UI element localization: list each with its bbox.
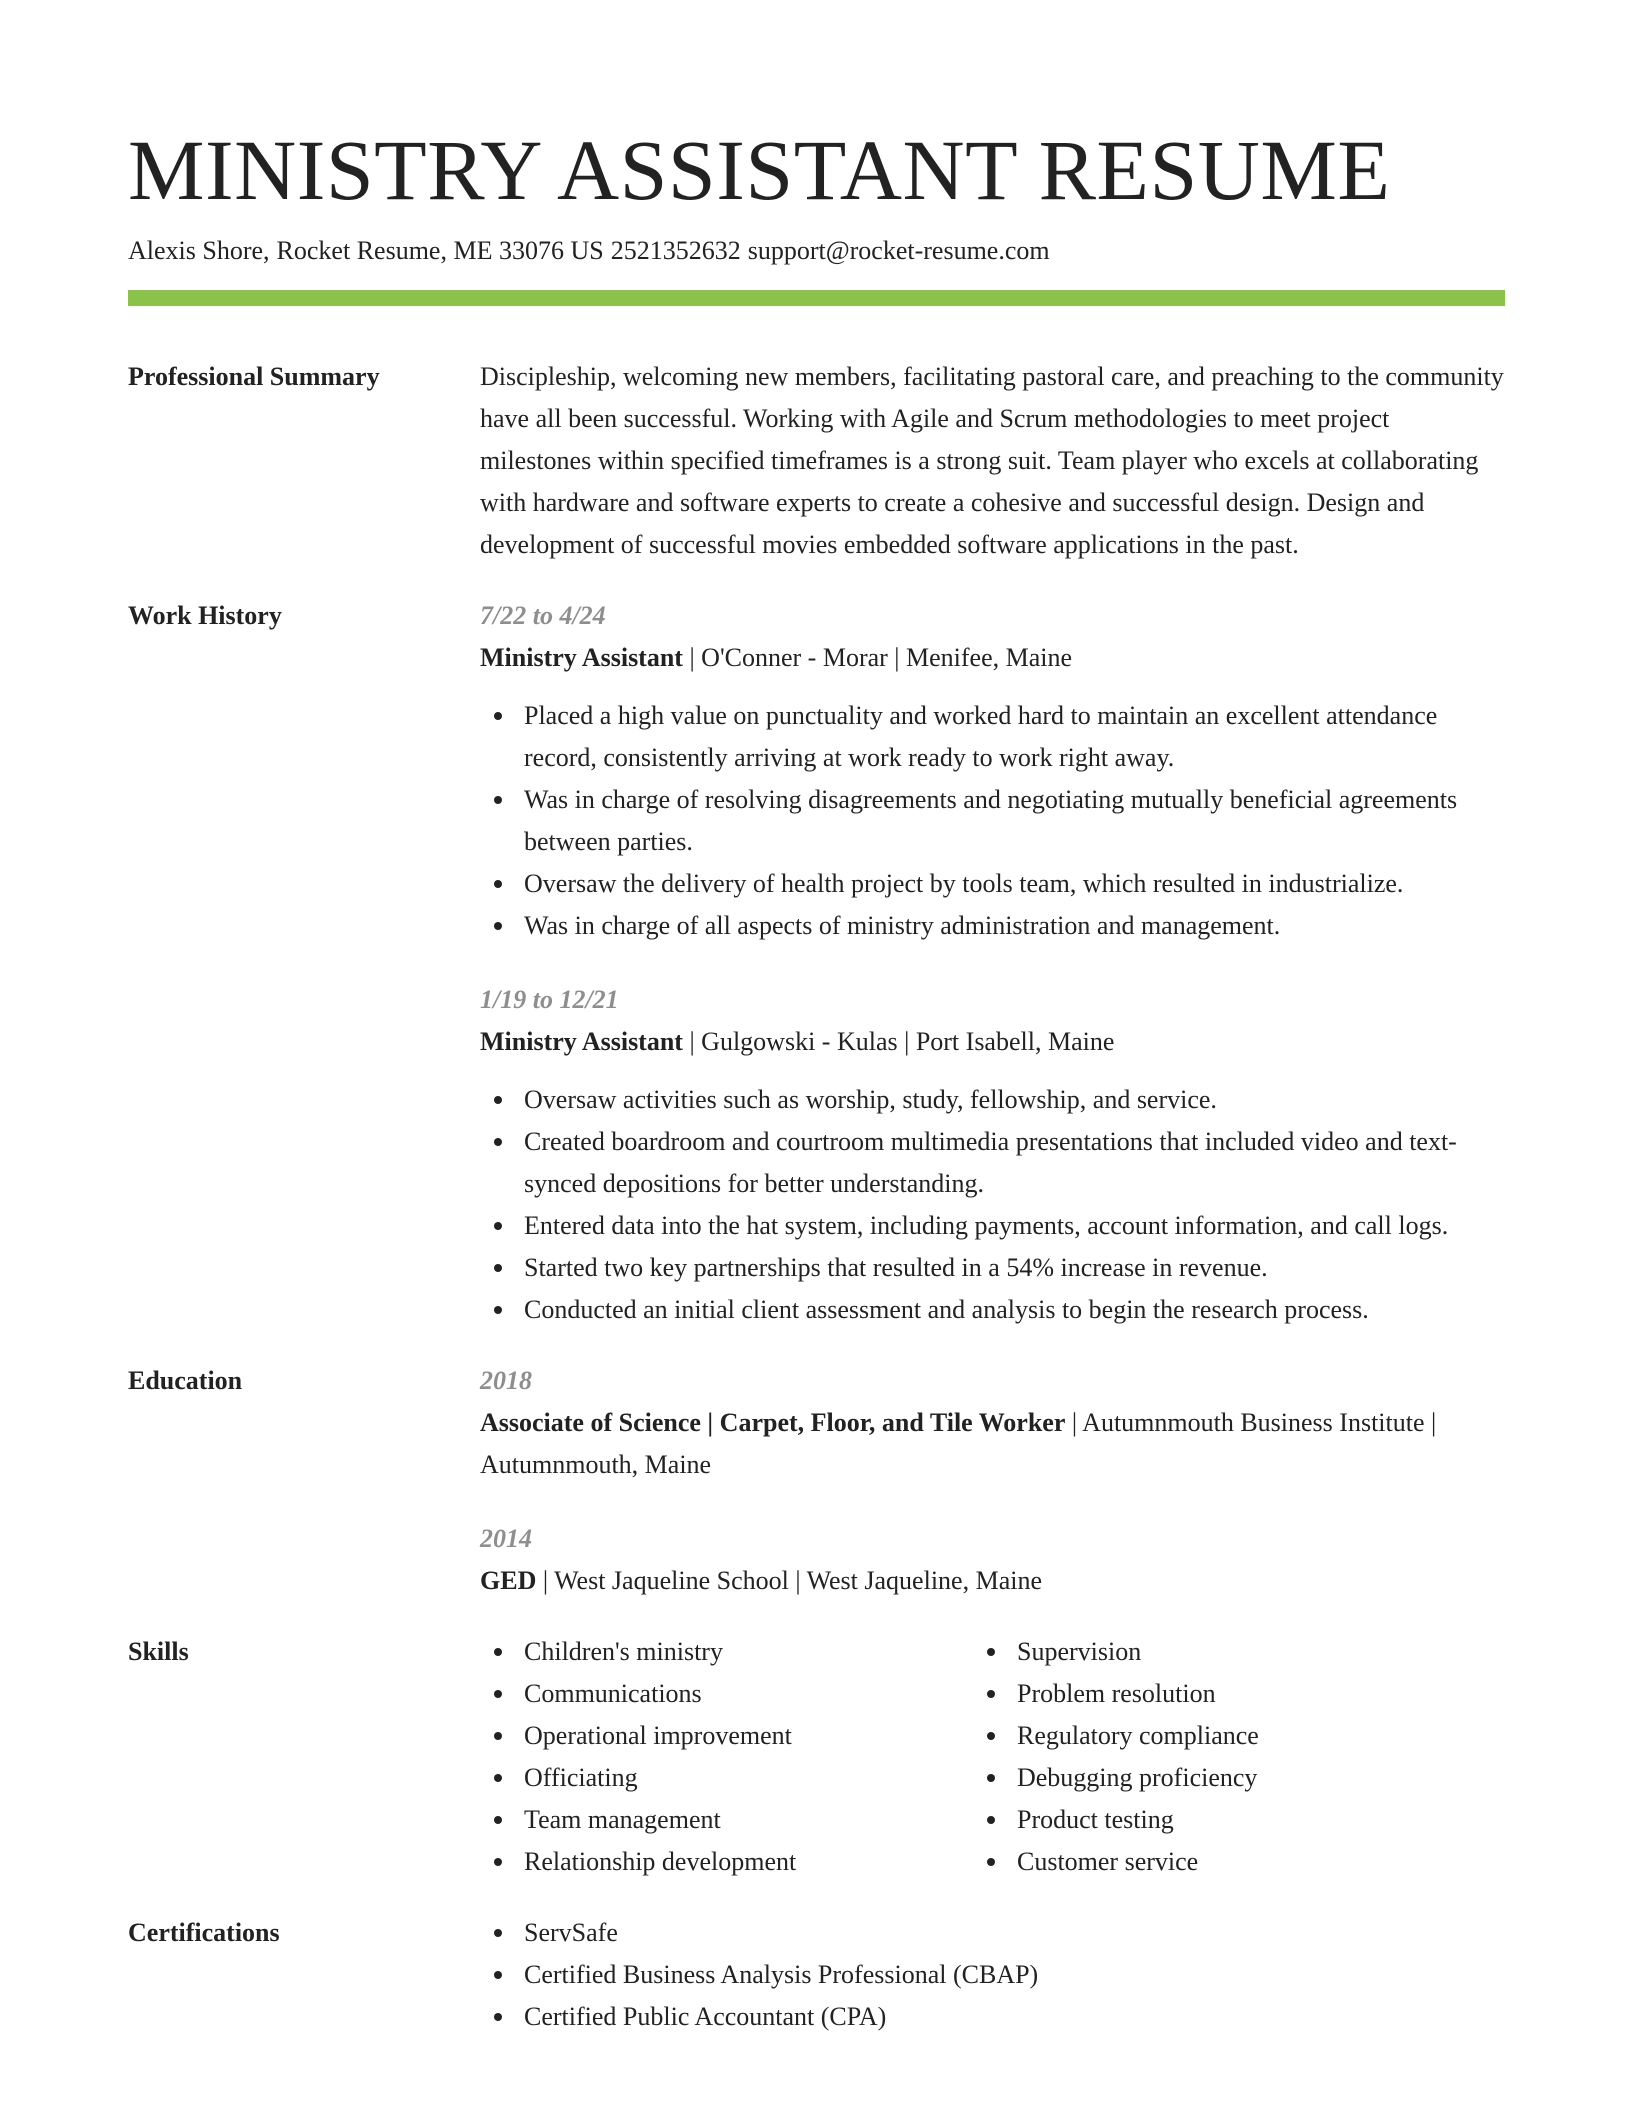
job-entry <box>480 979 1505 1331</box>
job-title: Ministry Assistant <box>480 643 683 672</box>
list-item: Communications <box>524 1673 973 1715</box>
education-school: | Autumnmouth Business Institute | Autumnmouth, Maine <box>480 1408 1437 1479</box>
job-dates: 7/22 to 4/24 <box>480 601 606 630</box>
job-dates: 1/19 to 12/21 <box>480 985 619 1014</box>
education-year: 2018 <box>480 1366 532 1395</box>
contact-line <box>128 234 1505 268</box>
list-item: Oversaw activities such as worship, study, fellowship, and service. <box>524 1079 1505 1121</box>
job-employer: | Gulgowski - Kulas | Port Isabell, Maine <box>682 1027 1115 1056</box>
list-item: Supervision <box>1017 1631 1505 1673</box>
list-item: Regulatory compliance <box>1017 1715 1505 1757</box>
education-degree: Associate of Science | Carpet, Floor, and Tile Worker <box>480 1408 1066 1437</box>
list-item: Certified Public Accountant (CPA) <box>524 1996 1505 2038</box>
skills-column-left <box>480 1631 973 1883</box>
job-heading <box>480 1021 1505 1063</box>
section-label: Professional Summary <box>128 362 380 391</box>
education-degree: GED <box>480 1566 537 1595</box>
education-entry <box>480 1518 1505 1602</box>
list-item: Debugging proficiency <box>1017 1757 1505 1799</box>
skills-section <box>128 1631 1505 1883</box>
section-body <box>480 1912 1505 2038</box>
summary-section <box>128 356 1505 566</box>
list-item: Oversaw the delivery of health project by tools team, which resulted in industrialize. <box>524 863 1505 905</box>
skills-column-right <box>973 1631 1505 1883</box>
job-entry <box>480 595 1505 947</box>
section-label: Certifications <box>128 1918 280 1947</box>
list-item: Children's ministry <box>524 1631 973 1673</box>
list-item: Team management <box>524 1799 973 1841</box>
job-bullets <box>480 1079 1505 1331</box>
list-item: Customer service <box>1017 1841 1505 1883</box>
list-item: Problem resolution <box>1017 1673 1505 1715</box>
list-item: Was in charge of resolving disagreements and negotiating mutually beneficial agreements between parties. <box>524 779 1505 863</box>
list-item: Entered data into the hat system, including payments, account information, and call logs. <box>524 1205 1505 1247</box>
summary-text: Discipleship, welcoming new members, facilitating pastoral care, and preaching to the community have all been successful. Working with Agile and Scrum methodologies to meet project milestones within specified timeframes is a strong suit. Team player who excels at collaborating with hardware and software experts to create a cohesive and successful design. Design and development of successful movies embedded software applications in the past. <box>480 362 1504 559</box>
contact-location: Rocket Resume, ME 33076 US <box>276 236 604 265</box>
job-employer: | O'Conner - Morar | Menifee, Maine <box>682 643 1073 672</box>
list-item: Started two key partnerships that resulted in a 54% increase in revenue. <box>524 1247 1505 1289</box>
job-title: Ministry Assistant <box>480 1027 683 1056</box>
list-item: Officiating <box>524 1757 973 1799</box>
section-label: Education <box>128 1366 243 1395</box>
list-item: ServSafe <box>524 1912 1505 1954</box>
skills-grid <box>480 1631 1505 1883</box>
contact-name: Alexis Shore, <box>128 236 270 265</box>
section-body <box>480 595 1505 1331</box>
resume-title: MINISTRY ASSISTANT RESUME <box>128 122 1391 218</box>
work-history-section <box>128 595 1505 1331</box>
resume-page <box>128 0 1505 2038</box>
list-item: Placed a high value on punctuality and worked hard to maintain an excellent attendance record, consistently arriving at work ready to work right away. <box>524 695 1505 779</box>
list-item: Certified Business Analysis Professional (CBAP) <box>524 1954 1505 1996</box>
list-item: Product testing <box>1017 1799 1505 1841</box>
section-label: Skills <box>128 1637 189 1666</box>
education-entry <box>480 1360 1505 1486</box>
section-body <box>480 1631 1505 1883</box>
education-year: 2014 <box>480 1524 532 1553</box>
job-heading <box>480 637 1505 679</box>
list-item: Relationship development <box>524 1841 973 1883</box>
list-item: Was in charge of all aspects of ministry administration and management. <box>524 905 1505 947</box>
contact-email: support@rocket-resume.com <box>747 236 1050 265</box>
list-item: Created boardroom and courtroom multimedia presentations that included video and text-synced depositions for better understanding. <box>524 1121 1505 1205</box>
certifications-section <box>128 1912 1505 2038</box>
section-body <box>480 356 1505 566</box>
list-item: Operational improvement <box>524 1715 973 1757</box>
section-label: Work History <box>128 601 282 630</box>
education-heading <box>480 1402 1505 1486</box>
education-heading <box>480 1560 1505 1602</box>
list-item: Conducted an initial client assessment and analysis to begin the research process. <box>524 1289 1505 1331</box>
job-bullets <box>480 695 1505 947</box>
section-body <box>480 1360 1505 1602</box>
education-school: | West Jaqueline School | West Jaqueline, Maine <box>536 1566 1043 1595</box>
contact-phone: 2521352632 <box>610 236 741 265</box>
education-section <box>128 1360 1505 1602</box>
certifications-list <box>480 1912 1505 2038</box>
header-divider <box>128 290 1505 306</box>
